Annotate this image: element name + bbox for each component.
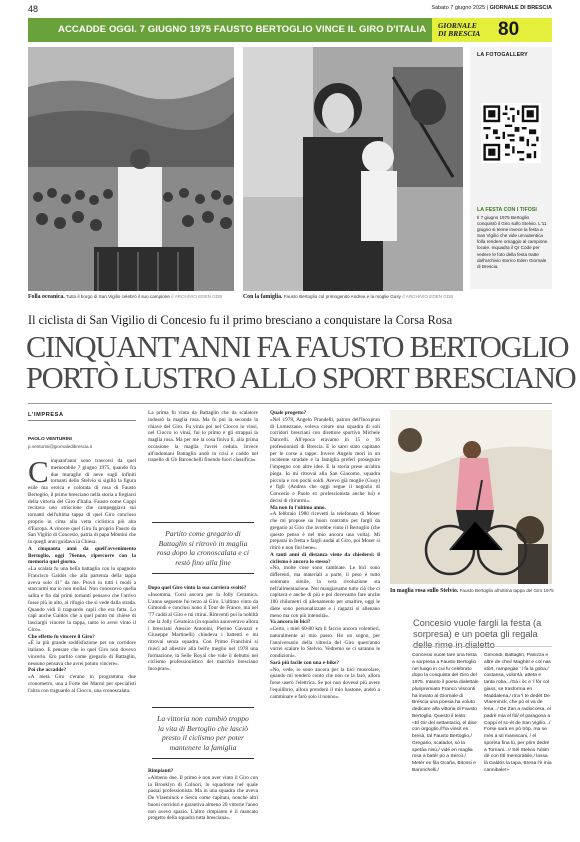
article-column-2c bbox=[148, 768, 258, 838]
headline-banner bbox=[28, 18, 552, 42]
article-column-2 bbox=[148, 410, 258, 520]
paragraph: «A febbraio 1980 ricevetti la telefonata di Moser che mi propose un buon contratto per fargli da gregario al Giro che avrebbe vinto il Bertoglio (che questo penso è nel mio ancora una volta). Mi preparai in fretta e fargli andai al Giro, poi Moser si ritirò e non finì bene». bbox=[270, 511, 380, 551]
question: Quale progetto? bbox=[270, 410, 307, 416]
question: A cinquanta anni da quell'avvenimento Bertoglio, oggi 76enne, ripercorre con la memoria quel giorno. bbox=[28, 545, 136, 566]
title-divider bbox=[28, 403, 552, 404]
section-divider bbox=[28, 420, 136, 421]
paragraph: «Almeno due. Il primo è non aver vinto il Giro con la Brooklyn di Colnori, lo squadrone nel quale passai professionista. Ma in una squadra che aveva De Vlaeminck e Sercu come capitani, nonché altri buoni corridori e garantiva almeno 20 vittorie l'anno non avevo spazio. L'altro rimpianto è il mancato progetto della squadra tutta bresciana». bbox=[148, 774, 258, 822]
newspaper-logo bbox=[432, 18, 552, 42]
crowd-photo-image bbox=[28, 47, 234, 291]
caption-cyclist: In maglia rosa sullo Stelvio. Fausto Bertoglio all'ultima tappa del Giro 1975 bbox=[390, 588, 554, 594]
paragraph: «È la più grande soddisfazione per un corridore italiano. E pensare che io quel Giro non dovevo vincerlo. Ero partito come gregario di Battaglin, nessuno pensava che avrei potuto vincere». bbox=[28, 640, 136, 667]
article-title: CINQUANT'ANNI FA FAUSTO BERTOGLIO PORTÒ LUSTRO ALLO SPORT BRESCIANO bbox=[26, 330, 576, 395]
banner-text: ACCADDE OGGI. 7 GIUGNO 1975 FAUSTO BERTOGLIO VINCE IL GIRO D'ITALIA bbox=[58, 24, 427, 35]
cyclist-photo-image bbox=[390, 410, 552, 584]
header-date: Sabato 7 giugno 2025 | GIORNALE DI BRESCIA bbox=[431, 5, 552, 11]
question: Poi che accadde? bbox=[28, 667, 67, 674]
poem-column-2: Gimondi, Battaglin, Panizza e altre de chei/ Maghèr e col nas stòrt, rampegàe ' l fa la goba,/ costansa, volontà, atteta e tanta roba.../Gà i òc e 'l fòr col giass, se trasforma en Maddalena,/ m'a 'l te dedèt De Vlaeminck, che pò el va de lena.../ De Zan a radiocorsa, el padrè mia el fòl/ el paragona a Coppi el sc-ét de San Vigilio.../ Forse sarà en pò tròp, ma se mès a sti maniscani, / el sporèta fina lù, per prim dedré a Torriani...!/ Sèl Stelvio l'ultim dè con tìtl memorabile,/ lassa là Galdós la tapa, Bresa l'è mia cannibale!» bbox=[484, 653, 552, 773]
sidebar-headline: Concesio vuole fargli la festa (a sorpresa) e un poeta gli regala delle rime in dialetto bbox=[413, 618, 542, 650]
paragraph: «Insomma. Corsi ancora per la Jolly Ceramica. L'anno seguente fui terzo al Giro. L'ultimo vinto da Gimondi e conclusi nono il Tour de France, ma nel '77 caddi al Giro e mi ritirai. Rimventi poi la nobiltà che la Jolly Ceramica (in squadra annoveravo allora i bresciani Alessio Antonini, Pierino Gavazzi e Giuseppe Martinelli) chiudeva i battenti e mi ritrovai senza squadra. Con Primo Franchini si riuscì ad allestire alla bell'e meglio nel 1978 una formazione, la Selle Royal che vide il debutto nel ciclismo professionistico del marchio bresciano Inoxpran». bbox=[148, 591, 258, 672]
caption-family: Con la famiglia. Fausto Bertoglio col primogenito Andrea e la moglie Gusy // ARCHIVIO EDEN GDB bbox=[243, 294, 454, 300]
photo-family bbox=[243, 47, 463, 291]
question: Ma non fu l'ultimo anno. bbox=[270, 504, 326, 511]
article-column-3 bbox=[270, 410, 380, 838]
pull-quote-1: Partito come gregario di Battaglin si ritrovò in maglia rosa dopo la cronoscalata e ci restò fino alla fine bbox=[152, 522, 254, 574]
fotogallery-heading: LA FOTOGALLERY bbox=[477, 52, 528, 58]
question: A tanti anni di distanza viene da chiedersi: il ciclismo è ancora lo stesso? bbox=[270, 551, 380, 565]
logo-text: GIORNALE DI BRESCIA bbox=[438, 21, 481, 38]
article-column-2b bbox=[148, 585, 258, 703]
photo-cyclist bbox=[390, 410, 552, 584]
paragraph: «No, vede, io sono ancora per la bici muscolare, quando mi renderò conto che non ce la farò, allora forse userò l'elettrica. Se poi non dovessi più avere l'equilibrio, allora prenderò il mio bastone, andrò a camminare e farò solo il nonno». bbox=[270, 666, 380, 700]
section-label: L'IMPRESA bbox=[28, 412, 64, 418]
qr-code-icon[interactable] bbox=[481, 103, 541, 163]
article-subtitle: Il ciclista di San Vigilio di Concesio fu il primo bresciano a conquistare la Corsa Rosa bbox=[28, 313, 453, 327]
caption-crowd: Folla oceanica. Tutto il borgo di San Vigilio celebrò il suo campione // ARCHIVIO EDEN GDB bbox=[28, 294, 223, 300]
paragraph: «No, molte cose sono cambiate. Le bici sono differenti, ma materiali a parte, il peso è tutto sommato simile, la vera rivoluzione sta nell'alimentazione. Noi mangiavamo tutto ciò che ci capitava e anche di più e poi dovevamo fare anche 180 chilometri di allenamento per smaltire, oggi le diete sono personalizzate e i ragazzi si allenano meno ma con più intensità». bbox=[270, 565, 380, 619]
question: Che effetto fu vincere il Giro? bbox=[28, 633, 95, 640]
question: Va ancora in bici? bbox=[270, 619, 311, 626]
anniversary-80-logo: 80 bbox=[498, 19, 520, 40]
fotogallery-box bbox=[470, 47, 552, 289]
poem-column-1: Concesio vuole fare una festa a sorpresa a Fausto Bertoglio nel luogo in cui fu celebrato dopo la conquista del Giro del 1975. Intanto il poeta dialettale pluripremiato Franco Visconti ha inviato al Giornale di Brescia una poesia ha voluto dedicare alla vittoria di Fausto Bertoglio. Questo il testo: «El Gir del settantaciq, el dise con orgoglio,/l'ha vinsìt en bresà, tal Fausto Bertoglio,/ Gregario, scalador, sò la spetàa nisù,/ vidé en maglia rosa a batér po a Sercù./ Metèr en fila Ocaña, Bitossi e Baronchelli,/ bbox=[412, 653, 479, 773]
paragraph: «Nel 1978, Angelo Prandelli, patron dell'Inoxpran di Lumezzane, voleva creare una squadra di soli corridori bresciani con direttore sportivo Michele Dancelli. All'epoca eravamo in 15 o 16 professionisti di Brescia. E io sarei stato capitano per le corse a tappe. Invece Angelo morì in un incidente stradale e la famiglia preferì proseguire l'impegno con altre idee. E la storia prese un'altra piega. Io mi ritrovai alla San Giacomo, squadra piccola e con pochi soldi. Avevo già moglie (Gusy) e figli (Andrea che oggi segue il negozio di Concesio e Paolo ex professionista anche lui) e decisi di ritirarmi». bbox=[270, 416, 380, 504]
paragraph: La prima fu vinta da Battaglin che da scalatore indossò la maglia rosa. Ma fu poi la seconda la chiave del Giro. Fu vinta poi nel Ciocco io vinsi, nel Ciocco io vinsi, fui lo primo e gli strappai la maglia rosa. Ma per me la cosa finiva lì, alla prima occasione la maglia l'avrei ceduta. Invece all'indomani Battaglin andò in crisi e caddo nel tranello di Gb Baronchelli finendo fuori classifica». bbox=[148, 410, 258, 464]
paragraph: «La scalata fu una bella battaglia con lo spagnolo Francisco Galdós che alla partenza della tappa aveva solo 41" da me. Provò in tutti i modi a staccarmi ma io non mollai. Non conoscevo quella salita e fin dai primi tornanti pensavo che l'arrivo fosse più in alto, al rifugio che si vede dalla strada. Quando vidi il traguardo capii che era fatta. Lo capì anche Galdós che a quel punto mi chiese di lasciargli vincere la tappa, tanto io avrei vinto il Giro». bbox=[28, 566, 136, 633]
paragraph: «A metà Giro c'erano in programma due cronometro, una a Forte dei Marmi per specialisti l'altra con traguardo al Ciocco, una cronoscalata. bbox=[28, 674, 136, 694]
author-name: PAOLO VENTURINI bbox=[28, 437, 72, 442]
page-header bbox=[28, 4, 552, 16]
paragraph-intro: Cinquant'anni sono trascorsi da quel memorabile 7 giugno 1975, quando fra due muraglie di neve sugli infiniti tornanti dello Stelvio si sigillò la figura esile ma eroica e colorata di rosa di Fausto Bertoglio, il primo bresciano nella storia a fregiarsi della vittoria del Giro d'Italia. Fausto come Coppi recitava uno striscione che campeggiava sui tornanti dell'ultima tappa di quel Giro concluso proprio in cima alla vetta ciclistica più alta d'Europa. A vincere quel Giro fu proprio Fausto da San Vigilio di Concesio, patria di papa Montini che in quegli anni guidava la Chiesa. bbox=[28, 458, 136, 545]
article-column-1 bbox=[28, 458, 136, 838]
question: Dopo quel Giro vinto la sua carriera svoltò? bbox=[148, 585, 247, 591]
fotogallery-text: Il 7 giugno 1975 Bertoglio conquistò il Giro sullo Stelvio. L'11 giugno si tenne invece la festa a San Vigilio che vide un'autentica folla rendere omaggio al campione locale. Inquadra il Qr Code per vedere le foto della festa tratte dall'archivio storico Eden Giornale di Brescia. bbox=[477, 215, 548, 269]
paragraph: «Certo, i miei 60-80 km li faccio ancora volentieri, naturalmente al mio passo. Ho un sogno, per l'anniversario della vittoria del Giro quest'anno vorrei scalare lo Stelvio. Vedremo se ci saranno le condizioni». bbox=[270, 626, 380, 659]
page-number: 48 bbox=[28, 4, 39, 14]
fotogallery-subheading: LA FESTA CON I TIFOSI bbox=[477, 207, 537, 213]
family-photo-image bbox=[243, 47, 463, 291]
photo-crowd bbox=[28, 47, 234, 291]
question: Sarà più facile con una e-bike? bbox=[270, 659, 339, 666]
drop-cap: C bbox=[28, 458, 49, 489]
author-email[interactable]: p.venturini@giornaledibrescia.it bbox=[28, 444, 93, 449]
question: Rimpianti? bbox=[148, 768, 174, 774]
pull-quote-2: La vittoria non cambiò troppo la vita di Bertoglio che lasciò presto il ciclismo per poter mantenere la famiglia bbox=[152, 707, 254, 759]
poem-sidebar bbox=[412, 646, 552, 836]
